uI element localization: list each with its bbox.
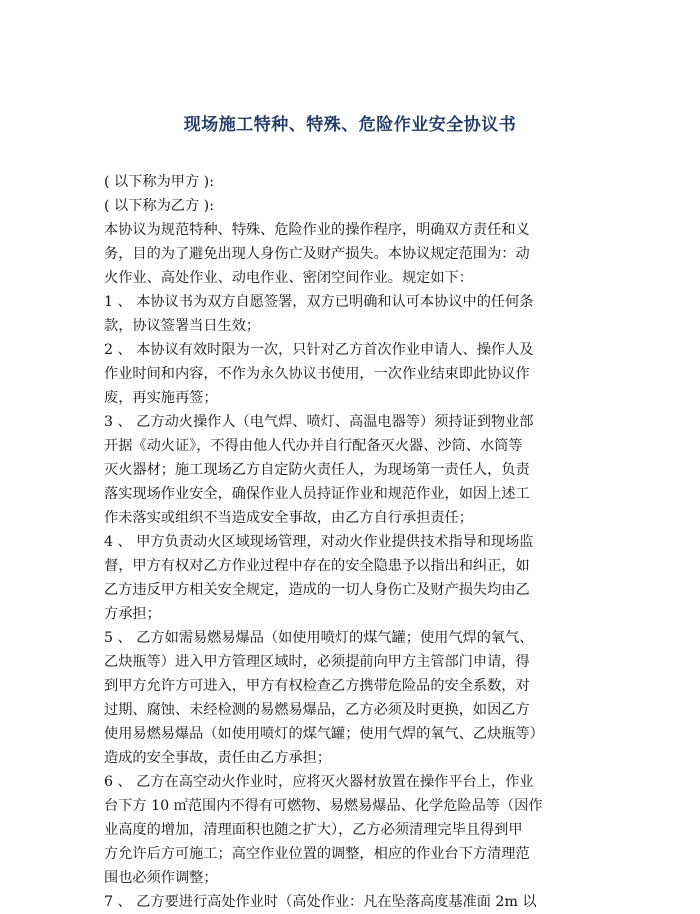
clause-6-line: 6 、 乙方在高空动火作业时，应将灭火器材放置在操作平台上，作业: [104, 774, 534, 790]
party-b-line: ( 以下称为乙方 ):: [104, 198, 214, 214]
clause-5-line: 过期、腐蚀、未经检测的易燃易爆品，乙方必须及时更换，如因乙方: [104, 702, 530, 718]
intro-line: 本协议为规范特种、特殊、危险作业的操作程序，明确双方责任和义: [104, 222, 530, 238]
clause-6-line: 台下方 10 ㎡范围内不得有可燃物、易燃易爆品、化学危险品等（因作: [104, 798, 543, 814]
clause-6-line: 围也必须作调整；: [104, 870, 218, 886]
clause-5-line: 造成的安全事故，责任由乙方承担；: [104, 750, 332, 766]
clause-3-line: 落实现场作业安全，确保作业人员持证作业和规范作业，如因上述工: [104, 486, 530, 502]
clause-3-line: 开据《动火证》，不得由他人代办并自行配备灭火器、沙筒、水筒等: [104, 438, 523, 454]
clause-2-line: 废，再实施再签；: [104, 390, 218, 406]
clause-5-line: 乙炔瓶等）进入甲方管理区域时，必须提前向甲方主管部门申请，得: [104, 654, 530, 670]
clause-5-line: 5 、 乙方如需易燃易爆品（如使用喷灯的煤气罐；使用气焊的氧气、: [104, 630, 534, 646]
clause-3-line: 灭火器材；施工现场乙方自定防火责任人，为现场第一责任人，负责: [104, 462, 530, 478]
clause-2-line: 作业时间和内容，不作为永久协议书使用，一次作业结束即此协议作: [104, 366, 530, 382]
clause-6-line: 方允许后方可施工；高空作业位置的调整，相应的作业台下方清理范: [104, 846, 530, 862]
clause-3-line: 3 、 乙方动火操作人（电气焊、喷灯、高温电器等）须持证到物业部: [104, 414, 534, 430]
intro-line: 务，目的为了避免出现人身伤亡及财产损失。本协议规定范围为：动: [104, 246, 530, 262]
intro-line: 火作业、高处作业、动电作业、密闭空间作业。规定如下：: [104, 270, 473, 286]
clause-7-line: 7 、 乙方要进行高处作业时（高处作业：凡在坠落高度基准面 2m 以: [104, 894, 537, 910]
clause-3-line: 作未落实或组织不当造成安全事故，由乙方自行承担责任；: [104, 510, 473, 526]
clause-2-line: 2 、 本协议有效时限为一次，只针对乙方首次作业申请人、操作人及: [104, 342, 534, 358]
document-title: 现场施工特种、特殊、危险作业安全协议书: [183, 115, 517, 135]
clause-4-line: 乙方违反甲方相关安全规定，造成的一切人身伤亡及财产损失均由乙: [104, 582, 530, 598]
clause-4-line: 4 、 甲方负责动火区域现场管理，对动火作业提供技术指导和现场监: [104, 534, 534, 550]
clause-5-line: 使用易燃易爆品（如使用喷灯的煤气罐；使用气焊的氧气、乙炔瓶等）: [104, 726, 544, 742]
clause-6-line: 业高度的增加，清理面积也随之扩大），乙方必须清理完毕且得到甲: [104, 822, 523, 838]
clause-1-line: 1 、 本协议书为双方自愿签署，双方已明确和认可本协议中的任何条: [104, 294, 534, 310]
clause-4-line: 方承担；: [104, 606, 161, 622]
clause-4-line: 督，甲方有权对乙方作业过程中存在的安全隐患予以指出和纠正，如: [104, 558, 530, 574]
party-a-line: ( 以下称为甲方 ):: [104, 174, 214, 190]
clause-5-line: 到甲方允许方可进入，甲方有权检查乙方携带危险品的安全系数，对: [104, 678, 530, 694]
document-body: [104, 170, 624, 914]
clause-1-line: 款，协议签署当日生效；: [104, 318, 261, 334]
